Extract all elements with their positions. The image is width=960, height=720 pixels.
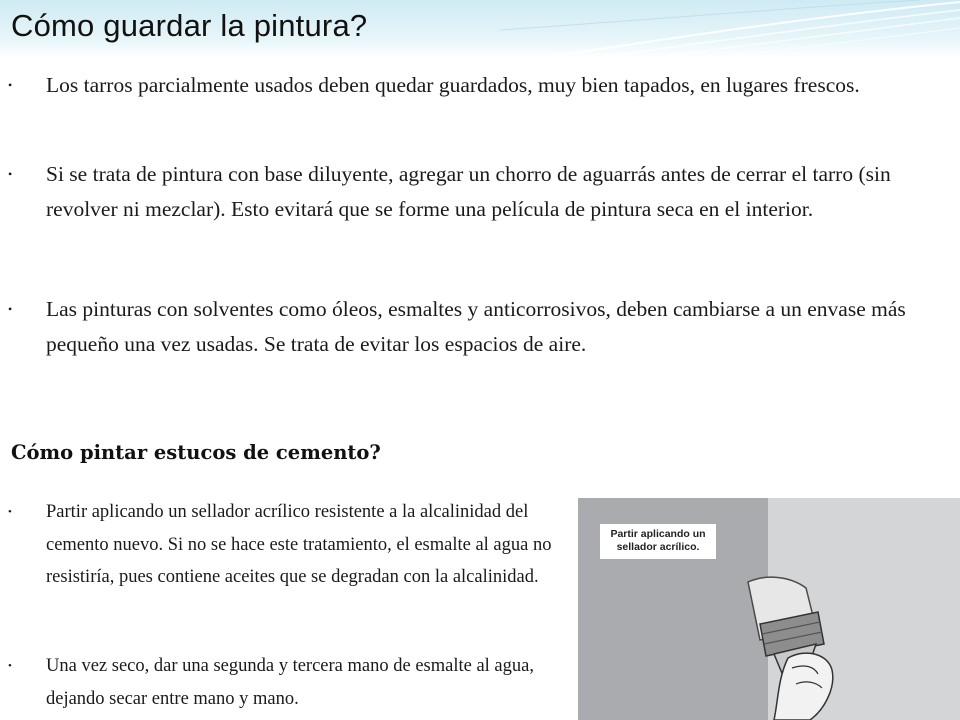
bullet-item: • Las pinturas con solventes como óleos, esmaltes y anticorrosivos, deben cambiarse a un envase más pequeño una vez usadas. Se trata de evitar los espacios de aire. <box>46 292 958 362</box>
header-wave-decoration <box>500 0 960 58</box>
bullet-item: • Los tarros parcialmente usados deben quedar guardados, muy bien tapados, en lugares frescos. <box>46 68 926 103</box>
section-subtitle: Cómo pintar estucos de cemento? <box>11 441 381 464</box>
illustration-label <box>600 524 716 559</box>
bullet-item: • Partir aplicando un sellador acrílico resistente a la alcalinidad del cemento nuevo. Si no se hace este tratamiento, el esmalte al agua no resistiría, pues contiene aceites que se degradan con la alcalinidad. <box>46 496 558 594</box>
label-line-1: Partir aplicando un <box>610 528 706 540</box>
brush-illustration <box>578 498 960 720</box>
slide-title: Cómo guardar la pintura? <box>11 8 368 43</box>
bullet-item: • Si se trata de pintura con base diluyente, agregar un chorro de aguarrás antes de cerrar el tarro (sin revolver ni mezclar). Esto evitará que se forme una película de pintura seca en el interior. <box>46 157 926 227</box>
bullet-item: • Una vez seco, dar una segunda y tercera mano de esmalte al agua, dejando secar entre mano y mano. <box>46 650 558 715</box>
label-line-2: sellador acrílico. <box>616 541 700 553</box>
